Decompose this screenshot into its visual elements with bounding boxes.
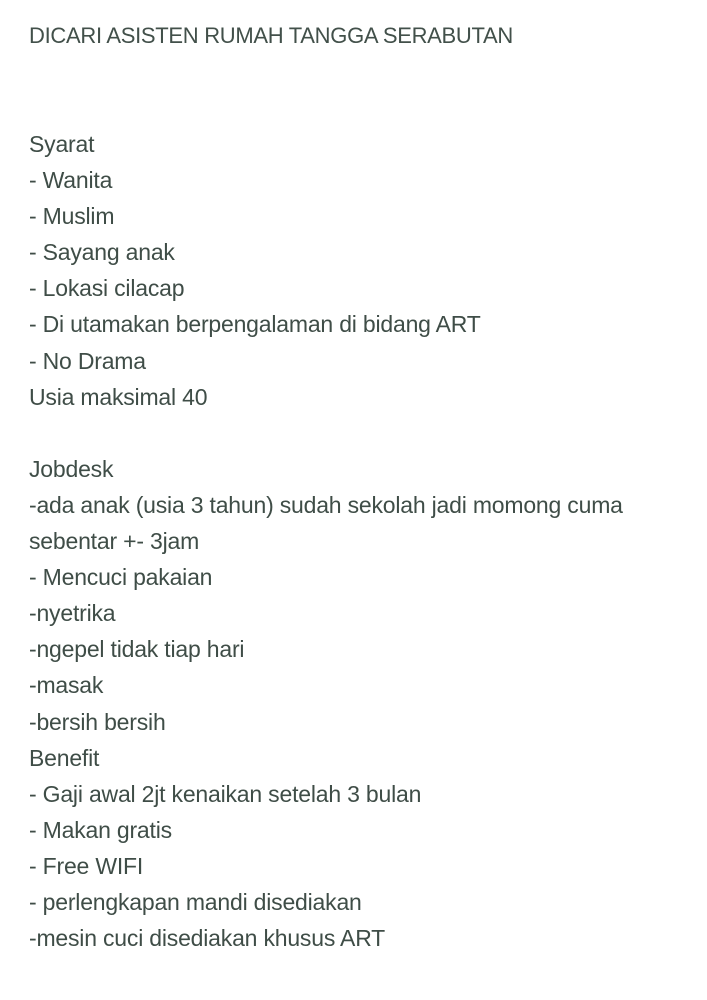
syarat-item: - No Drama (29, 347, 146, 374)
benefit-item: -mesin cuci disediakan khusus ART (29, 925, 386, 952)
syarat-item: - Muslim (29, 203, 115, 230)
syarat-item: - Lokasi cilacap (29, 275, 185, 302)
syarat-heading: Syarat (29, 131, 95, 157)
benefit-item: - Free WIFI (29, 852, 144, 879)
jobdesk-item: -ngepel tidak tiap hari (29, 636, 245, 663)
section-spacer (29, 415, 699, 451)
posting-title: DICARI ASISTEN RUMAH TANGGA SERABUTAN (29, 23, 513, 48)
syarat-item: - Sayang anak (29, 239, 175, 266)
benefit-item: - perlengkapan mandi disediakan (29, 888, 362, 915)
benefit-item: - Makan gratis (29, 816, 172, 843)
jobdesk-heading: Jobdesk (29, 455, 114, 482)
benefit-heading: Benefit (29, 744, 100, 771)
posting-body (29, 126, 699, 956)
jobdesk-item: -nyetrika (29, 600, 116, 627)
syarat-item: - Di utamakan berpengalaman di bidang ART (29, 311, 481, 338)
jobdesk-item: -masak (29, 672, 104, 699)
usia-requirement: Usia maksimal 40 (29, 383, 208, 410)
jobdesk-item: -bersih bersih (29, 708, 166, 735)
jobdesk-item: -ada anak (usia 3 tahun) sudah sekolah jadi momong cuma sebentar +- 3jam (29, 491, 623, 555)
jobdesk-item: - Mencuci pakaian (29, 564, 213, 591)
syarat-item: - Wanita (29, 167, 113, 194)
benefit-item: - Gaji awal 2jt kenaikan setelah 3 bulan (29, 780, 422, 807)
